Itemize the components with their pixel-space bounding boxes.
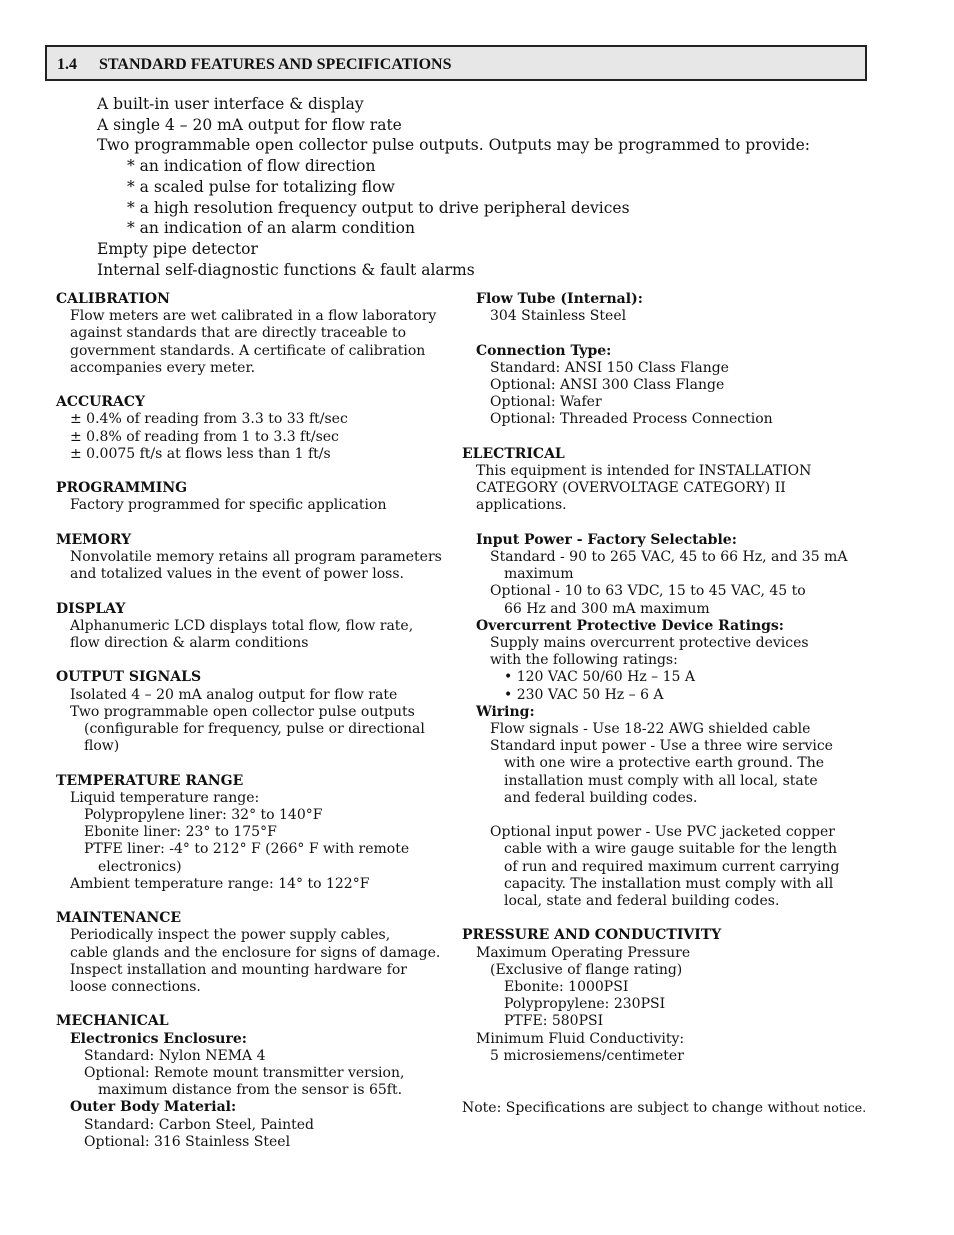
spec-line: and federal building codes. [504, 789, 698, 806]
spec-line: Ebonite liner: 23° to 175°F [84, 824, 277, 841]
feature-item: Two programmable open collector pulse outputs. Outputs may be programmed to provide: [97, 136, 810, 155]
memory-heading: MEMORY [56, 531, 132, 548]
spec-line: Ambient temperature range: 14° to 122°F [70, 875, 370, 892]
flow-tube-section [462, 291, 872, 325]
feature-item: A single 4 – 20 mA output for flow rate [97, 115, 402, 134]
feature-item: A built-in user interface & display [97, 95, 364, 113]
body-material-label: Outer Body Material: [70, 1099, 237, 1116]
temperature-heading: TEMPERATURE RANGE [56, 772, 244, 789]
spec-line: Factory programmed for specific application [70, 497, 387, 514]
feature-subitem: * an indication of flow direction [127, 157, 376, 176]
spec-line: Standard input power - Use a three wire service [490, 738, 833, 755]
spec-line: accompanies every meter. [70, 359, 256, 376]
note-text: Note: Specifications are subject to change with [462, 1100, 799, 1117]
mechanical-section [56, 1013, 451, 1151]
spec-line: ± 0.0075 ft/s at flows less than 1 ft/s [70, 445, 331, 462]
spec-line: PTFE: 580PSI [504, 1013, 604, 1030]
spec-line: 66 Hz and 300 mA maximum [504, 600, 710, 617]
spec-line: maximum [504, 566, 574, 583]
spec-line: PTFE liner: -4° to 212° F (266° F with remote [84, 841, 410, 858]
spec-line: 5 microsiemens/centimeter [490, 1047, 684, 1064]
spec-line: ± 0.8% of reading from 1 to 3.3 ft/sec [70, 428, 339, 445]
spec-line: Optional input power - Use PVC jacketed copper [490, 824, 835, 841]
feature-subitem: * a high resolution frequency output to drive peripheral devices [127, 198, 630, 217]
spec-line: Inspect installation and mounting hardware for [70, 961, 407, 978]
spec-line: Minimum Fluid Conductivity: [476, 1030, 685, 1047]
spec-line: Optional: Wafer [490, 394, 602, 411]
accuracy-heading: ACCURACY [56, 394, 145, 411]
spec-line: maximum distance from the sensor is 65ft. [98, 1082, 403, 1099]
spec-line: Optional: Threaded Process Connection [490, 411, 773, 428]
spec-line: against standards that are directly traceable to [70, 325, 407, 342]
spec-line: Standard - 90 to 265 VAC, 45 to 66 Hz, and 35 mA [490, 549, 848, 565]
section-number: 1.4 [57, 56, 77, 73]
calibration-section [56, 291, 451, 377]
spec-line: installation must comply with all local, state [504, 772, 818, 789]
display-section [56, 601, 451, 653]
spec-line: ± 0.4% of reading from 3.3 to 33 ft/sec [70, 411, 348, 428]
spec-line: Optional: Remote mount transmitter version, [84, 1065, 405, 1082]
feature-item: Empty pipe detector [97, 239, 258, 258]
spec-line: Polypropylene: 230PSI [504, 996, 666, 1013]
spec-line: Standard: Nylon NEMA 4 [84, 1047, 266, 1064]
spec-line: government standards. A certificate of calibration [70, 342, 426, 359]
spec-line: Supply mains overcurrent protective devices [490, 635, 809, 652]
spec-line: Flow meters are wet calibrated in a flow laboratory [70, 308, 437, 325]
spec-line: flow) [84, 738, 120, 755]
spec-line: Isolated 4 – 20 mA analog output for flow rate [70, 686, 398, 703]
feature-subitem: * an indication of an alarm condition [127, 219, 415, 238]
spec-line: Alphanumeric LCD displays total flow, flow rate, [70, 617, 414, 634]
spec-line: Optional: ANSI 300 Class Flange [490, 377, 725, 393]
spec-line: Liquid temperature range: [70, 789, 260, 806]
spec-line: CATEGORY (OVERVOLTAGE CATEGORY) II [476, 480, 786, 497]
feature-item: Internal self-diagnostic functions & fault alarms [97, 260, 475, 279]
spec-line: (Exclusive of flange rating) [490, 961, 683, 978]
spec-line: Ebonite: 1000PSI [504, 979, 629, 996]
spec-line: flow direction & alarm conditions [70, 635, 309, 651]
spec-line: cable glands and the enclosure for signs of damage. [70, 944, 441, 961]
spec-line: Standard: Carbon Steel, Painted [84, 1116, 314, 1133]
spec-line: with one wire a protective earth ground. The [504, 755, 825, 772]
spec-line: Periodically inspect the power supply cables, [70, 927, 391, 944]
specifications-note [462, 1099, 872, 1117]
spec-line: Polypropylene liner: 32° to 140°F [84, 807, 323, 823]
section-title: STANDARD FEATURES AND SPECIFICATIONS [99, 56, 452, 73]
pressure-section [462, 927, 872, 1065]
wiring-label: Wiring: [476, 703, 535, 720]
section-header [45, 45, 867, 81]
spec-line: • 230 VAC 50 Hz – 6 A [504, 686, 664, 703]
spec-line: This equipment is intended for INSTALLATION [476, 463, 812, 479]
spec-line: local, state and federal building codes. [504, 893, 780, 910]
connection-section [462, 343, 872, 429]
electrical-section [462, 446, 872, 515]
maintenance-section [56, 910, 451, 996]
spec-line: capacity. The installation must comply with all [504, 875, 834, 892]
spec-line: Maximum Operating Pressure [476, 944, 691, 961]
spec-line: Optional - 10 to 63 VDC, 15 to 45 VAC, 45 to [490, 583, 806, 600]
spec-line: loose connections. [70, 979, 201, 996]
overcurrent-label: Overcurrent Protective Device Ratings: [476, 617, 784, 634]
mechanical-heading: MECHANICAL [56, 1013, 169, 1030]
right-column [462, 291, 872, 1117]
programming-section [56, 480, 451, 514]
note-text-small: out notice. [798, 1100, 867, 1116]
flow-tube-label: Flow Tube (Internal): [476, 291, 643, 307]
input-power-section [462, 532, 872, 910]
output-signals-heading: OUTPUT SIGNALS [56, 669, 202, 686]
spec-line: applications. [476, 497, 567, 514]
display-heading: DISPLAY [56, 600, 126, 617]
spec-line: Two programmable open collector pulse outputs [70, 703, 415, 720]
spec-line: (configurable for frequency, pulse or directional [84, 721, 425, 737]
spec-line: cable with a wire gauge suitable for the length [504, 841, 837, 858]
spec-line: electronics) [98, 858, 182, 875]
spec-line: and totalized values in the event of power loss. [70, 566, 404, 583]
pressure-heading: PRESSURE AND CONDUCTIVITY [462, 927, 722, 944]
electrical-heading: ELECTRICAL [462, 445, 565, 462]
spec-line: Standard: ANSI 150 Class Flange [490, 359, 729, 376]
spec-line: Flow signals - Use 18-22 AWG shielded cable [490, 721, 811, 738]
programming-heading: PROGRAMMING [56, 480, 188, 497]
temperature-section [56, 773, 451, 893]
enclosure-label: Electronics Enclosure: [70, 1030, 247, 1047]
spec-line: with the following ratings: [490, 652, 678, 669]
memory-section [56, 532, 451, 584]
spec-line: Nonvolatile memory retains all program parameters [70, 549, 442, 565]
maintenance-heading: MAINTENANCE [56, 910, 182, 927]
accuracy-section [56, 394, 451, 463]
calibration-heading: CALIBRATION [56, 291, 170, 307]
spec-line: Optional: 316 Stainless Steel [84, 1133, 291, 1150]
spec-line: • 120 VAC 50/60 Hz – 15 A [504, 669, 695, 686]
left-column [56, 291, 451, 1168]
spec-line: of run and required maximum current carrying [504, 858, 840, 875]
feature-subitem: * a scaled pulse for totalizing flow [127, 177, 395, 196]
output-signals-section [56, 669, 451, 755]
connection-label: Connection Type: [476, 342, 612, 359]
spec-line: 304 Stainless Steel [490, 308, 627, 325]
features-list [97, 94, 857, 280]
input-power-label: Input Power - Factory Selectable: [476, 531, 737, 548]
